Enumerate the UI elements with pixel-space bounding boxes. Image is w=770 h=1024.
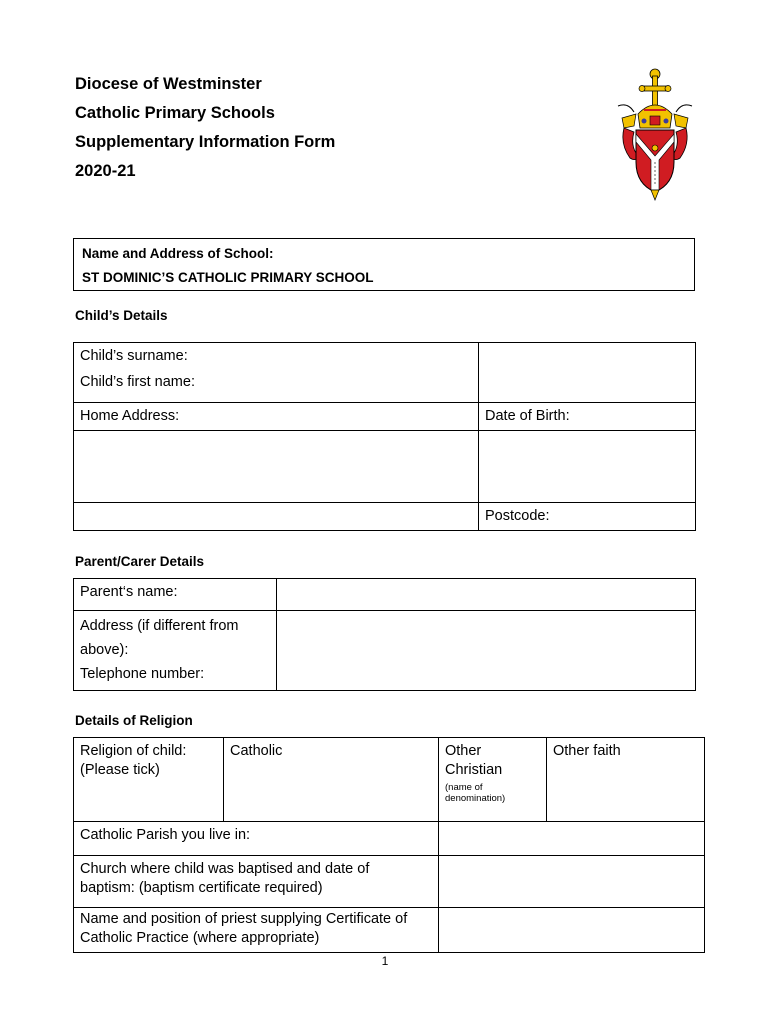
parent-name-label: Parent‘s name: — [74, 579, 277, 611]
school-label: Name and Address of School: — [82, 246, 274, 261]
form-title-block — [75, 70, 335, 186]
parent-name-field[interactable] — [277, 579, 696, 611]
religion-heading: Details of Religion — [75, 713, 193, 728]
parent-address-label-line2: above): — [80, 642, 129, 658]
child-surname-label: Child’s surname: — [80, 348, 188, 364]
religion-label-line1: Religion of child: — [80, 743, 187, 759]
postcode-label[interactable]: Postcode: — [479, 502, 696, 530]
priest-field[interactable] — [439, 908, 705, 953]
home-address-extra-field[interactable] — [74, 502, 479, 530]
telephone-label: Telephone number: — [80, 666, 205, 682]
baptism-label-line1: Church where child was baptised and date of — [80, 861, 370, 877]
religion-table — [73, 737, 705, 953]
parent-details-heading: Parent/Carer Details — [75, 554, 205, 569]
schools-title: Catholic Primary Schools — [75, 104, 275, 122]
other-faith-cell[interactable] — [547, 738, 705, 822]
parent-details-table — [73, 578, 696, 691]
home-address-label: Home Address: — [74, 403, 479, 431]
religion-label-line2: (Please tick) — [80, 761, 160, 778]
catholic-label: Catholic — [230, 743, 283, 759]
baptism-cell — [74, 856, 439, 908]
other-faith-label: Other faith — [553, 743, 621, 759]
child-name-cell[interactable] — [74, 343, 479, 403]
diocese-crest-icon — [614, 66, 696, 202]
parish-field[interactable] — [439, 822, 705, 856]
priest-label-line1: Name and position of priest supplying Certificate of — [80, 911, 408, 927]
school-box — [73, 238, 695, 291]
denomination-note-line2: denomination) — [445, 793, 506, 805]
child-first-name-label: Child’s first name: — [80, 373, 195, 390]
year-title: 2020-21 — [75, 162, 136, 180]
denomination-note-line1: (name of — [445, 781, 483, 793]
other-christian-label-line1: Other — [445, 743, 482, 759]
parish-label: Catholic Parish you live in: — [74, 822, 439, 856]
child-details-heading: Child’s Details — [75, 308, 168, 323]
parent-address-field[interactable] — [277, 611, 696, 691]
parent-address-label-line1: Address (if different from — [80, 618, 239, 634]
priest-cell — [74, 908, 439, 953]
other-christian-cell[interactable] — [439, 738, 547, 822]
religion-of-child-cell — [74, 738, 224, 822]
diocese-title: Diocese of Westminster — [75, 75, 262, 93]
catholic-cell[interactable] — [224, 738, 439, 822]
home-address-field[interactable] — [74, 430, 479, 502]
baptism-field[interactable] — [439, 856, 705, 908]
child-name-extra-cell[interactable] — [479, 343, 696, 403]
other-christian-label-line2: Christian — [445, 761, 503, 778]
child-details-table — [73, 342, 696, 531]
priest-label-line2: Catholic Practice (where appropriate) — [80, 929, 320, 946]
dob-field[interactable] — [479, 430, 696, 502]
baptism-label-line2: baptism: (baptism certificate required) — [80, 879, 323, 896]
dob-label: Date of Birth: — [479, 403, 696, 431]
page-number: 1 — [381, 954, 389, 968]
form-title: Supplementary Information Form — [75, 133, 336, 151]
school-name: ST DOMINIC’S CATHOLIC PRIMARY SCHOOL — [82, 270, 374, 285]
parent-address-cell — [74, 611, 277, 691]
